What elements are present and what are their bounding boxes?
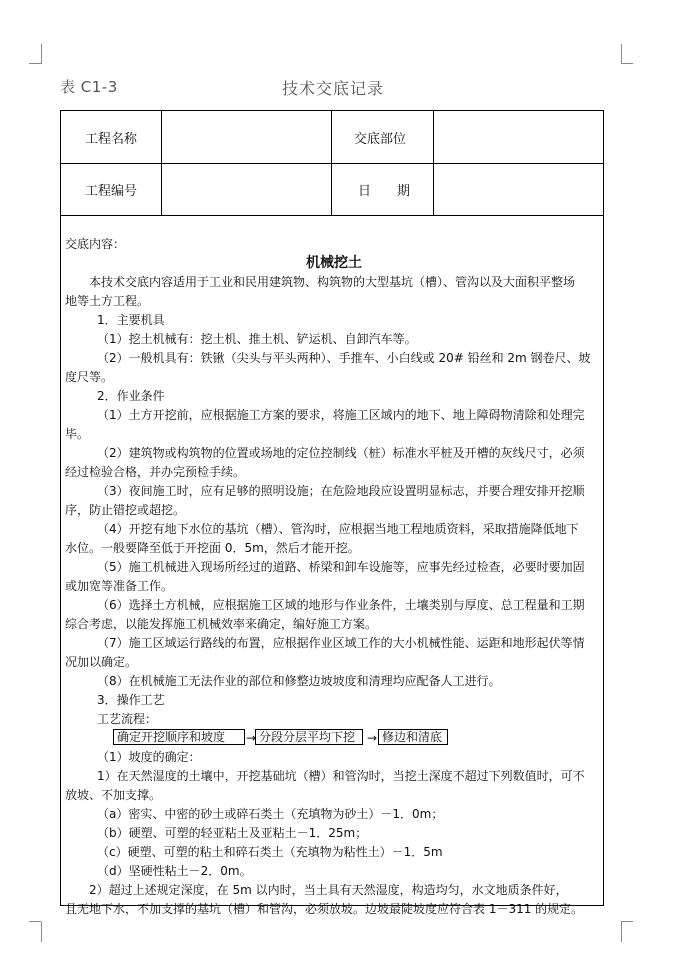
crop-mark-bottom-right-h: [621, 921, 633, 922]
disclosure-content: [65, 235, 603, 919]
project-no-value[interactable]: [171, 164, 329, 214]
content-line: （d）坚硬性粘土－2．0m。: [97, 864, 252, 878]
content-intro-label: 交底内容：: [65, 237, 126, 251]
content-line: （1）坡度的确定：: [97, 750, 201, 764]
content-line: 1）在天然湿度的土壤中，开挖基础坑（槽）和管沟时，当挖土深度不超过下列数值时，可不: [97, 769, 585, 783]
content-line: （2）建筑物或构筑物的位置或场地的定位控制线（桩）标准水平桩及开槽的灰线尺寸，必须: [97, 446, 585, 460]
content-line: （4）开挖有地下水位的基坑（槽）、管沟时，应根据当地工程地质资料，采取措施降低地下: [97, 522, 579, 536]
disclosure-table: [60, 110, 604, 916]
flow-step-3: 修边和清底: [378, 729, 448, 745]
crop-mark-bottom-left: [41, 922, 42, 942]
content-line: 或加宽等准备工作。: [65, 579, 174, 593]
content-line: 综合考虑，以能发挥施工机械效率来确定，编好施工方案。: [65, 617, 378, 631]
content-line: 地等土方工程。: [65, 294, 150, 308]
flow-arrow-icon: →: [246, 731, 257, 745]
crop-mark-top-left: [29, 44, 42, 64]
section-heading: 1．主要机具: [97, 313, 165, 327]
content-line: （c）硬塑、可塑的粘土和碎石类土（充填物为粘性土）－1．5m: [97, 845, 443, 859]
form-code: 表 C1-3: [60, 78, 118, 96]
content-line: （8）在机械施工无法作业的部位和修整边坡坡度和清理均应配备人工进行。: [97, 674, 501, 688]
row-divider: [61, 215, 603, 216]
project-name-value[interactable]: [171, 111, 329, 163]
location-label: 交底部位: [354, 132, 407, 147]
content-line: （6）选择土方机械，应根据施工区域的地形与作业条件，土壤类别与厚度、总工程量和工期: [97, 598, 585, 612]
process-flow: [113, 729, 603, 748]
crop-mark-top-right: [621, 44, 622, 64]
crop-mark-bottom-left-h: [29, 921, 41, 922]
content-line: （3）夜间施工时，应有足够的照明设施；在危险地段应设置明显标志，并要合理安排开挖顺: [97, 484, 585, 498]
col-divider: [331, 111, 332, 215]
content-line: 序，防止错挖或超挖。: [65, 503, 186, 517]
date-value[interactable]: [441, 164, 601, 214]
project-name-label: 工程名称: [85, 132, 138, 147]
crop-mark-top-right-h: [621, 63, 633, 64]
form-title: 技术交底记录: [282, 79, 385, 98]
location-value[interactable]: [441, 111, 601, 163]
content-line: 放坡、不加支撑。: [65, 788, 162, 802]
col-divider: [161, 111, 162, 215]
content-line: 本技术交底内容适用于工业和民用建筑物、构筑物的大型基坑（槽）、管沟以及大面积平整场: [89, 275, 576, 289]
date-label: 日 期: [358, 184, 411, 199]
content-line: （2）一般机具有：铁锹（尖头与平头两种）、手推车、小白线或 20# 铅丝和 2m 钢卷尺、坡: [97, 351, 591, 365]
section-heading: 2．作业条件: [97, 389, 165, 403]
flow-step-2: 分段分层平均下挖: [255, 729, 363, 745]
content-title: 机械挖土: [306, 255, 362, 271]
crop-mark-bottom-right: [621, 922, 622, 942]
content-line: 度尺等。: [65, 370, 114, 384]
flow-arrow-icon: →: [367, 731, 378, 745]
content-line: 毕。: [65, 427, 90, 441]
content-line: （5）施工机械进入现场所经过的道路、桥梁和卸车设施等，应事先经过检查，必要时要加固: [97, 560, 585, 574]
flow-step-1: 确定开挖顺序和坡度: [113, 729, 245, 745]
content-line: （a）密实、中密的砂土或碎石类土（充填物为砂土）－1．0m；: [97, 807, 444, 821]
content-line: 况加以确定。: [65, 655, 138, 669]
content-line: 且无地下水，不加支撑的基坑（槽）和管沟，必须放坡。边坡最陡坡度应符合表 1－311 的规定。: [65, 902, 584, 916]
content-line: 水位。一般要降至低于开挖面 0．5m，然后才能开挖。: [65, 541, 360, 555]
content-line: 经过检验合格，并办完预检手续。: [65, 465, 246, 479]
content-line: 2）超过上述规定深度，在 5m 以内时，当土具有天然湿度，构造均匀，水文地质条件好，: [89, 883, 568, 897]
project-no-label: 工程编号: [85, 184, 138, 199]
content-line: （b）硬塑、可塑的轻亚粘土及亚粘土－1．25m；: [97, 826, 368, 840]
col-divider: [433, 111, 434, 215]
content-line: （7）施工区域运行路线的布置，应根据作业区域工作的大小机械性能、运距和地形起伏等情: [97, 636, 585, 650]
content-line: （1）土方开挖前，应根据施工方案的要求，将施工区域内的地下、地上障碍物清除和处理完: [97, 408, 585, 422]
content-line: （1）挖土机械有：挖土机、推土机、铲运机、自卸汽车等。: [97, 332, 417, 346]
crop-mark-top-left-h: [29, 63, 41, 64]
section-heading: 3．操作工艺: [97, 693, 165, 707]
flow-label: 工艺流程：: [97, 712, 158, 726]
